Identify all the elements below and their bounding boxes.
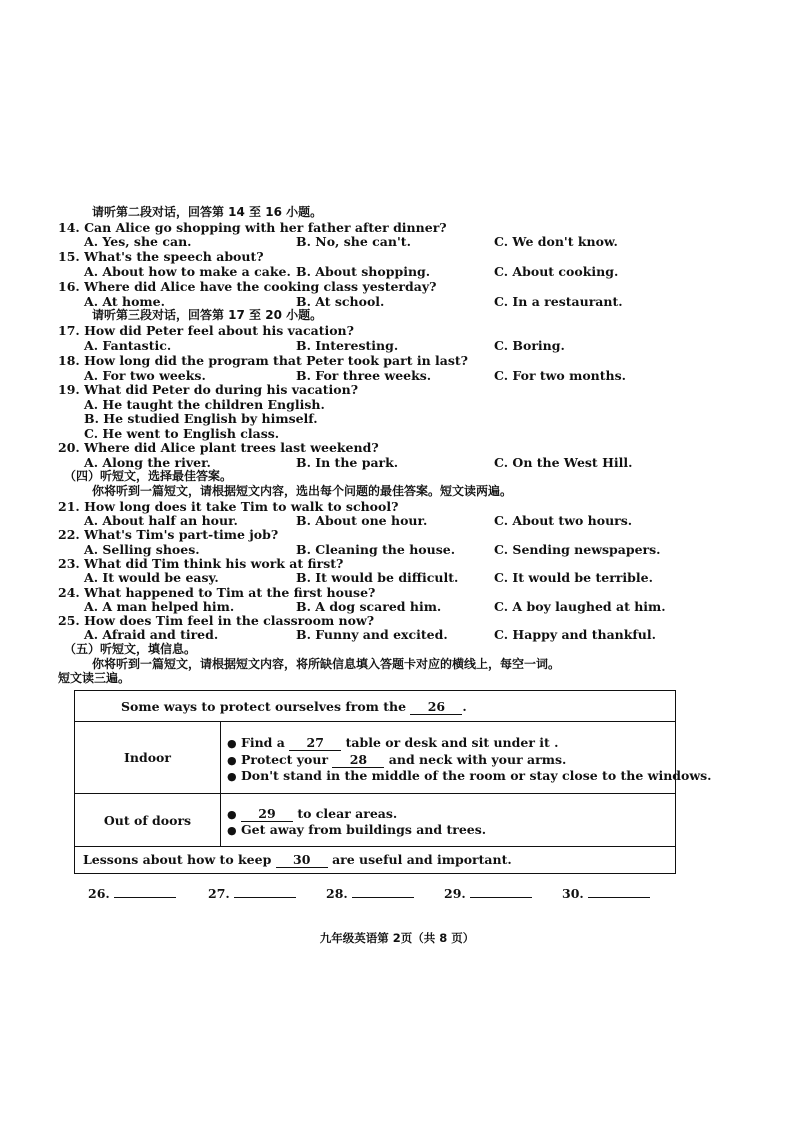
header-text: Some ways to protect ourselves from the: [121, 699, 407, 714]
option-c: C. About two hours.: [494, 513, 633, 528]
option-a: A. Fantastic.: [84, 338, 172, 353]
bullet-icon: ●: [227, 824, 237, 837]
bullet-icon: ●: [227, 770, 237, 783]
option-a: A. Selling shoes.: [84, 542, 200, 557]
option-a: A. Along the river.: [84, 455, 211, 470]
question-16: 16. Where did Alice have the cooking class yesterday?: [58, 279, 437, 294]
answer-line-28[interactable]: 28.: [326, 885, 414, 901]
indoor-label: Indoor: [75, 722, 221, 793]
section-4-title: （四）听短文，选择最佳答案。: [64, 469, 233, 483]
option-a: A. About how to make a cake.: [84, 264, 291, 279]
question-17: 17. How did Peter feel about his vacation?: [58, 323, 354, 338]
answer-line-27[interactable]: 27.: [208, 885, 296, 901]
option-c: C. A boy laughed at him.: [494, 599, 666, 614]
bullet-icon: ●: [227, 754, 237, 767]
question-23: 23. What did Tim think his work at first?: [58, 556, 344, 571]
blank-27: 27: [289, 735, 341, 751]
outdoor-label: Out of doors: [75, 794, 221, 846]
option-b: B. Cleaning the house.: [296, 542, 456, 557]
option-a: A. Afraid and tired.: [84, 627, 219, 642]
answer-line-26[interactable]: 26.: [88, 885, 176, 901]
page-footer: 九年级英语第 2页（共 8 页）: [319, 931, 475, 945]
option-b: B. A dog scared him.: [296, 599, 442, 614]
option-b: B. It would be difficult.: [296, 570, 459, 585]
table-footer-row: [75, 847, 675, 873]
option-c: C. About cooking.: [494, 264, 619, 279]
question-15: 15. What's the speech about?: [58, 249, 264, 264]
answer-blank[interactable]: [588, 885, 650, 898]
option-a: A. For two weeks.: [84, 368, 206, 383]
question-24: 24. What happened to Tim at the first house?: [58, 585, 376, 600]
section-5-instruction: 你将听到一篇短文，请根据短文内容，将所缺信息填入答题卡对应的横线上，每空一词。: [92, 657, 561, 671]
option-b: B. For three weeks.: [296, 368, 432, 383]
info-table: [74, 690, 712, 874]
answer-line-30[interactable]: 30.: [562, 885, 650, 901]
blank-28: 28: [332, 752, 384, 768]
section-5-title: （五）听短文，填信息。: [64, 642, 197, 656]
question-18: 18. How long did the program that Peter took part in last?: [58, 353, 468, 368]
section-5-instruction-cont: 短文读三遍。: [58, 671, 131, 685]
question-25: 25. How does Tim feel in the classroom now?: [58, 613, 375, 628]
outdoor-item-2: ● Get away from buildings and trees.: [227, 822, 487, 837]
bullet-icon: ●: [227, 737, 237, 750]
question-19-option-a: A. He taught the children English.: [84, 397, 325, 412]
outdoor-content: [227, 794, 671, 846]
question-21: 21. How long does it take Tim to walk to school?: [58, 499, 399, 514]
option-c: C. On the West Hill.: [494, 455, 633, 470]
option-a: A. Yes, she can.: [84, 234, 192, 249]
option-b: B. No, she can't.: [296, 234, 411, 249]
answer-line-29[interactable]: 29.: [444, 885, 532, 901]
blank-26: 26: [410, 699, 462, 715]
question-19: 19. What did Peter do during his vacation?: [58, 382, 359, 397]
option-a: A. At home.: [84, 294, 165, 309]
option-b: B. Funny and excited.: [296, 627, 448, 642]
question-20: 20. Where did Alice plant trees last weekend?: [58, 440, 379, 455]
answer-blank[interactable]: [352, 885, 414, 898]
answer-blank[interactable]: [114, 885, 176, 898]
option-a: A. It would be easy.: [84, 570, 219, 585]
section-4-instruction: 你将听到一篇短文，请根据短文内容，选出每个问题的最佳答案。短文读两遍。: [92, 484, 513, 498]
indoor-item-1: ● Find a 27 table or desk and sit under it .: [227, 735, 559, 750]
option-a: A. About half an hour.: [84, 513, 238, 528]
bullet-icon: ●: [227, 808, 237, 821]
question-19-option-b: B. He studied English by himself.: [84, 411, 318, 426]
option-c: C. Boring.: [494, 338, 565, 353]
question-19-option-c: C. He went to English class.: [84, 426, 280, 441]
question-14: 14. Can Alice go shopping with her father after dinner?: [58, 220, 447, 235]
option-c: C. We don't know.: [494, 234, 618, 249]
section-instruction-dialog3: 请听第三段对话，回答第 17 至 20 小题。: [92, 308, 323, 322]
option-c: C. It would be terrible.: [494, 570, 653, 585]
option-c: C. For two months.: [494, 368, 627, 383]
table-footer: Lessons about how to keep 30 are useful and important.: [83, 852, 512, 867]
indoor-item-2: ● Protect your 28 and neck with your arms.: [227, 752, 567, 767]
blank-29: 29: [241, 806, 293, 822]
indoor-item-3: ● Don't stand in the middle of the room or stay close to the windows.: [227, 768, 712, 783]
section-instruction-dialog2: 请听第二段对话，回答第 14 至 16 小题。: [92, 205, 323, 219]
option-c: C. In a restaurant.: [494, 294, 623, 309]
option-b: B. About shopping.: [296, 264, 431, 279]
indoor-content: [227, 722, 712, 793]
option-b: B. About one hour.: [296, 513, 428, 528]
option-c: C. Happy and thankful.: [494, 627, 656, 642]
blank-30: 30: [276, 852, 328, 868]
table-header-row: [75, 691, 675, 722]
question-22: 22. What's Tim's part-time job?: [58, 527, 279, 542]
option-b: B. In the park.: [296, 455, 399, 470]
option-b: B. Interesting.: [296, 338, 399, 353]
answer-blank[interactable]: [234, 885, 296, 898]
option-c: C. Sending newspapers.: [494, 542, 661, 557]
option-b: B. At school.: [296, 294, 385, 309]
table-row-outdoor: [75, 794, 675, 847]
answer-blank[interactable]: [470, 885, 532, 898]
outdoor-item-1: ● 29 to clear areas.: [227, 806, 398, 821]
option-a: A. A man helped him.: [84, 599, 235, 614]
table-row-indoor: [75, 722, 712, 794]
table-header: Some ways to protect ourselves from the 26 .: [121, 699, 467, 714]
